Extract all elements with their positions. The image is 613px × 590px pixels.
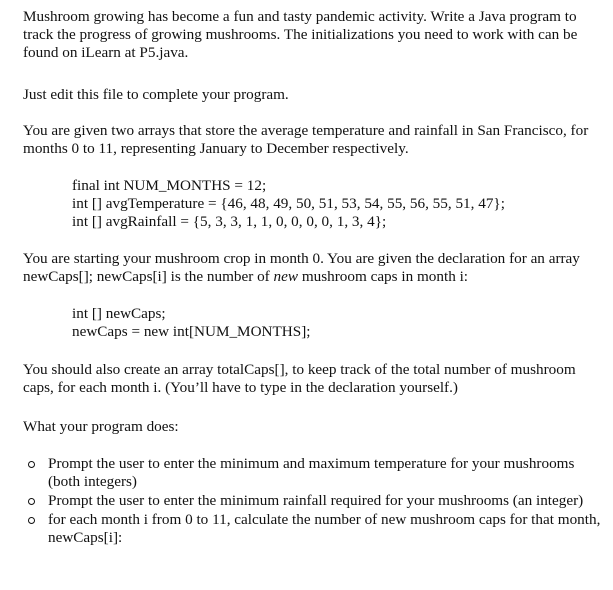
list-item — [23, 455, 603, 491]
newcaps-intro-before: You are starting your mushroom crop in month 0. You are given the declaration for an array newCaps[]; newCaps[i] is the number of — [23, 250, 580, 285]
hollow-bullet-icon — [28, 517, 35, 524]
hollow-bullet-icon — [28, 461, 35, 468]
list-item-text: Prompt the user to enter the minimum rainfall required for your mushrooms (an integer) — [48, 492, 584, 509]
intro-paragraph: Mushroom growing has become a fun and tasty pandemic activity. Write a Java program to track the progress of growing mushrooms. The initializations you need to work with can be found on iLearn at P5.java. — [23, 8, 578, 61]
list-item-text: Prompt the user to enter the minimum and maximum temperature for your mushrooms (both integers) — [48, 455, 575, 490]
newcaps-intro-emphasis: new — [273, 268, 299, 285]
edit-note-paragraph: Just edit this file to complete your program. — [23, 86, 289, 103]
code-block-newcaps — [72, 305, 602, 341]
code-line-num-months: final int NUM_MONTHS = 12; — [72, 177, 267, 194]
list-item — [23, 492, 603, 510]
totalcaps-paragraph: You should also create an array totalCaps[], to keep track of the total number of mushroom caps, for each month i. (You’ll have to type in the declaration yourself.) — [23, 361, 576, 396]
code-line-newcaps-declaration: int [] newCaps; — [72, 305, 166, 322]
code-block-arrays — [72, 177, 602, 231]
requirements-list — [23, 455, 603, 548]
program-heading: What your program does: — [23, 418, 179, 435]
newcaps-intro-paragraph — [23, 250, 603, 286]
arrays-intro-paragraph: You are given two arrays that store the average temperature and rainfall in San Francisco, for months 0 to 11, representing January to December respectively. — [23, 122, 589, 157]
list-item-text: for each month i from 0 to 11, calculate the number of new mushroom caps for that month, newCaps[i]: — [48, 511, 601, 546]
list-item — [23, 511, 603, 547]
hollow-bullet-icon — [28, 498, 35, 505]
code-line-avg-temperature: int [] avgTemperature = {46, 48, 49, 50, 51, 53, 54, 55, 56, 55, 51, 47}; — [72, 195, 505, 212]
newcaps-intro-after: mushroom caps in month i: — [298, 268, 469, 285]
code-line-newcaps-allocation: newCaps = new int[NUM_MONTHS]; — [72, 323, 311, 340]
code-line-avg-rainfall: int [] avgRainfall = {5, 3, 3, 1, 1, 0, 0, 0, 0, 1, 3, 4}; — [72, 213, 387, 230]
